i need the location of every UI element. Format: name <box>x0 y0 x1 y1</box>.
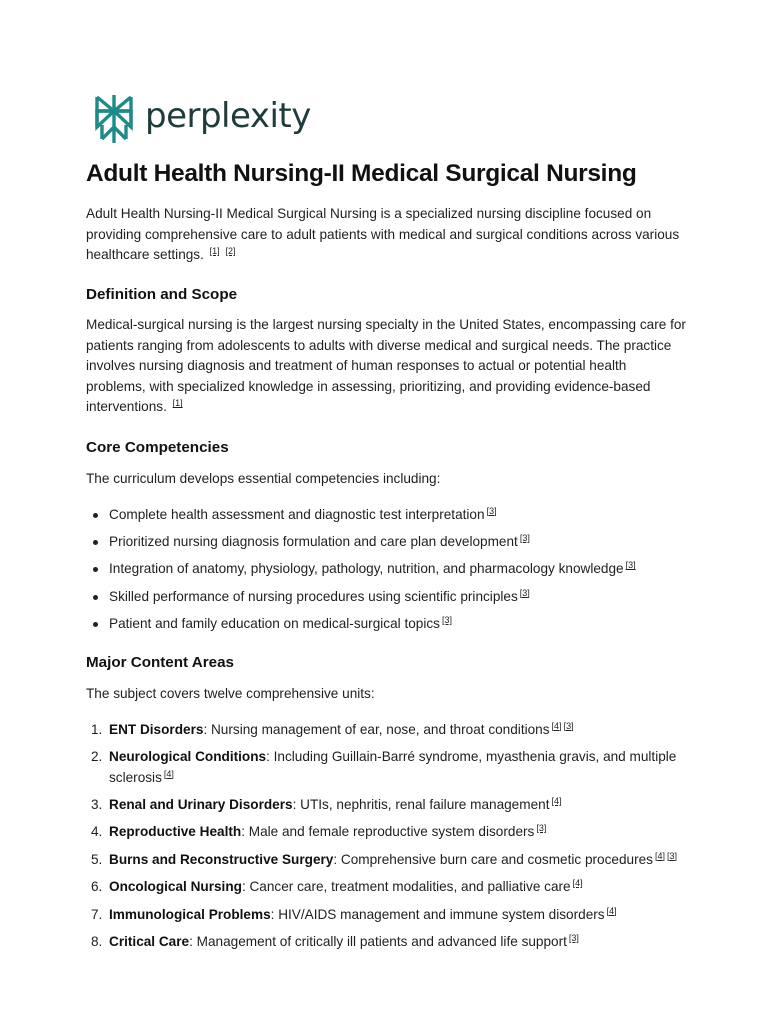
citation-link[interactable]: [4] <box>606 905 617 916</box>
citation-link[interactable]: [3] <box>441 615 452 626</box>
citation-link[interactable]: [3] <box>625 560 636 571</box>
content-areas-lead: The subject covers twelve comprehensive units: <box>86 686 375 701</box>
citation-link[interactable]: [4] <box>572 878 583 889</box>
citation-link[interactable]: [3] <box>536 823 547 834</box>
citation-link[interactable]: [3] <box>486 505 497 516</box>
list-item: Prioritized nursing diagnosis formulation and care plan development [3] <box>86 532 686 553</box>
definition-text: Medical-surgical nursing is the largest nursing specialty in the United States, encompassing care for patients ranging from adolescents to adults with diverse medical and surgical needs. The practice involves nursing diagnosis and treatment of human responses to actual or potential health problems, with specialized knowledge in assessing, prioritizing, and providing evidence-based interventions. <box>86 317 686 415</box>
intro-section <box>86 204 686 266</box>
list-item: 5. Burns and Reconstructive Surgery: Comprehensive burn care and cosmetic procedures [4] [3] <box>91 850 678 867</box>
logo-wordmark: perplexity <box>145 96 311 136</box>
list-item: Patient and family education on medical-surgical topics [3] <box>86 614 686 635</box>
definition-paragraph <box>86 315 686 418</box>
page-title: Adult Health Nursing-II Medical Surgical Nursing <box>86 160 637 187</box>
competencies-list <box>86 505 686 635</box>
definition-heading: Definition and Scope <box>86 286 238 303</box>
list-item: Integration of anatomy, physiology, pathology, nutrition, and pharmacology knowledge [3] <box>86 559 686 580</box>
citation-link[interactable]: [1] <box>172 398 183 409</box>
citation-link[interactable]: [1] <box>209 246 220 257</box>
citation-link[interactable]: [3] <box>667 850 678 861</box>
list-item: 1. ENT Disorders: Nursing management of ear, nose, and throat conditions [4] [3] <box>91 720 574 737</box>
list-item: 4. Reproductive Health: Male and female reproductive system disorders [3] <box>91 823 547 840</box>
list-item: 3. Renal and Urinary Disorders: UTIs, nephritis, renal failure management [4] <box>91 795 562 812</box>
list-item: 7. Immunological Problems: HIV/AIDS management and immune system disorders [4] <box>91 905 617 922</box>
content-areas-section <box>86 654 686 953</box>
competencies-section <box>86 439 686 635</box>
content-areas-heading: Major Content Areas <box>86 654 234 671</box>
citation-link[interactable]: [3] <box>519 587 530 598</box>
list-item: Complete health assessment and diagnostic test interpretation [3] <box>86 505 686 526</box>
citation-link[interactable]: [3] <box>568 932 579 943</box>
intro-text: Adult Health Nursing-II Medical Surgical Nursing is a specialized nursing discipline focused on providing comprehensive care to adult patients with medical and surgical conditions across various healthcare settings. <box>86 206 680 263</box>
list-item: 8. Critical Care: Management of critically ill patients and advanced life support [3] <box>91 932 579 949</box>
content-areas-list <box>86 720 686 953</box>
perplexity-logo <box>93 93 311 145</box>
definition-section <box>86 286 686 418</box>
citation-link[interactable]: [4] <box>551 795 562 806</box>
list-item: Skilled performance of nursing procedures using scientific principles [3] <box>86 587 686 608</box>
citation-link[interactable]: [4] <box>654 850 665 861</box>
citation-link[interactable]: [4] <box>551 720 562 731</box>
intro-paragraph <box>86 204 686 266</box>
citation-link[interactable]: [3] <box>519 532 530 543</box>
list-item: 6. Oncological Nursing: Cancer care, treatment modalities, and palliative care [4] <box>91 878 583 895</box>
perplexity-logo-icon <box>93 93 135 145</box>
citation-link[interactable]: [4] <box>163 768 174 779</box>
citation-link[interactable]: [3] <box>563 720 574 731</box>
list-item: 2. Neurological Conditions: Including Guillain-Barré syndrome, myasthenia gravis, and multiple sclerosis [4] <box>91 748 677 785</box>
competencies-lead: The curriculum develops essential competencies including: <box>86 471 441 486</box>
citation-link[interactable]: [2] <box>225 246 236 257</box>
competencies-heading: Core Competencies <box>86 439 229 456</box>
